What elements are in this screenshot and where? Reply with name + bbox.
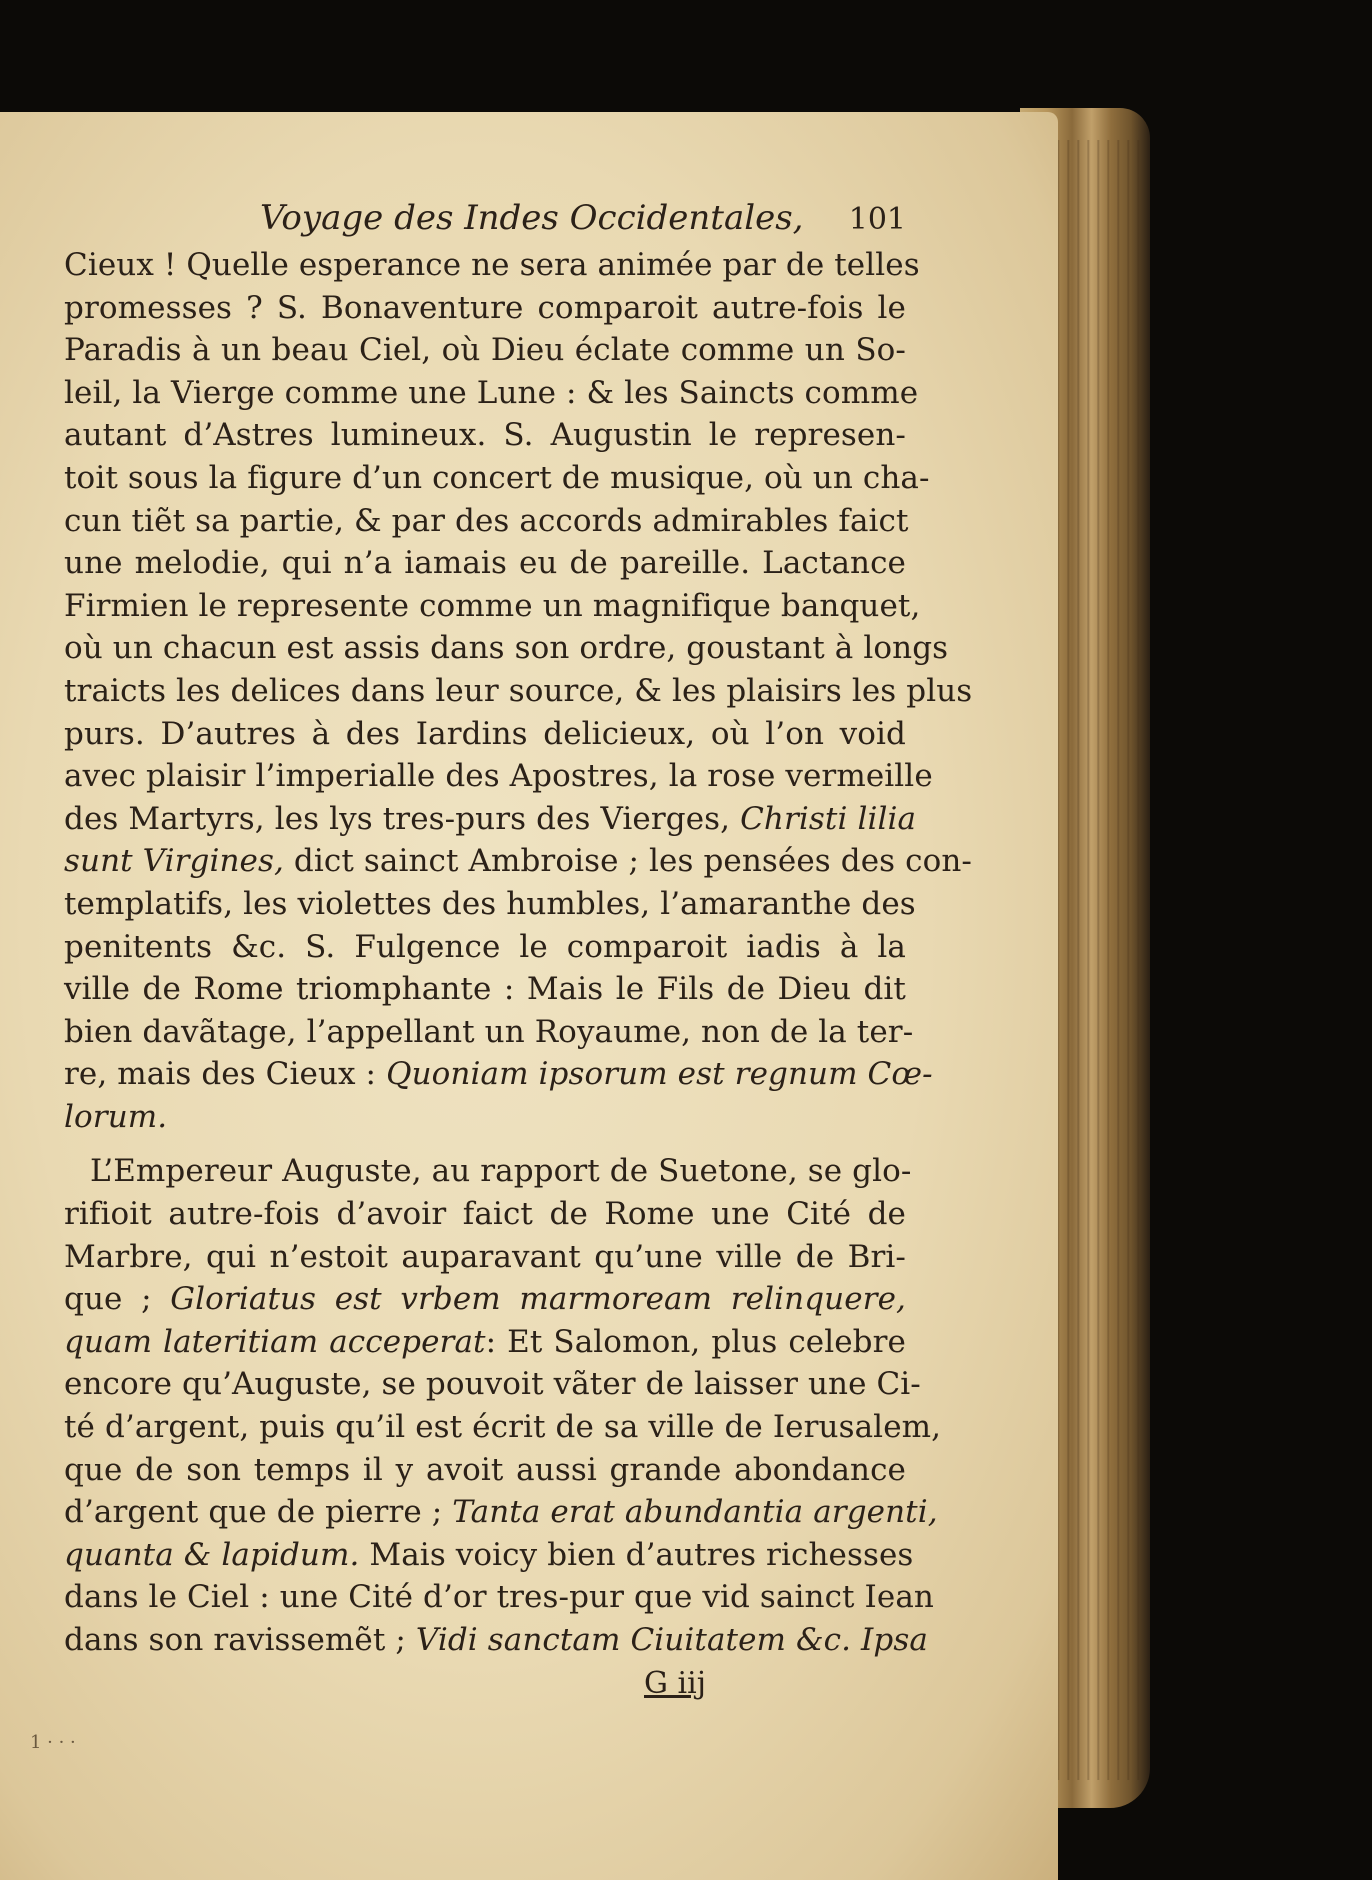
text-run: Mais voicy bien d’autres richesses — [359, 1536, 914, 1573]
latin-quote: Vidi sanctam Ciuitatem &c. Ipsa — [415, 1622, 928, 1658]
paragraph-2 — [64, 1150, 942, 1661]
latin-quote: quanta & lapidum. — [64, 1536, 360, 1573]
latin-quote: Quoniam ipsorum est regnum Cœ- — [386, 1056, 933, 1093]
text-line — [64, 840, 972, 883]
text-line: que de son temps il y avoit aussi grande abondance — [64, 1451, 906, 1488]
text-line: rifioit autre-fois d’avoir faict de Rome une Cité de — [64, 1196, 906, 1233]
text-line: une melodie, qui n’a iamais eu de pareille. Lactance — [64, 545, 906, 582]
paragraph-gap — [64, 1138, 906, 1150]
text-line — [64, 798, 917, 841]
latin-quote: Tanta erat abundantia argenti, — [452, 1494, 938, 1531]
text-line: cun tiẽt sa partie, & par des accords admirables faict — [64, 502, 909, 539]
text-line: bien davãtage, l’appellant un Royaume, non de la ter- — [64, 1013, 914, 1050]
latin-quote: sunt Virgines, — [64, 843, 284, 880]
text-line — [64, 1619, 928, 1662]
text-line: promesses ? S. Bonaventure comparoit autre-fois le — [64, 289, 906, 326]
latin-quote: Christi lilia — [740, 800, 917, 837]
text-run: re, mais des Cieux : — [64, 1056, 387, 1093]
text-line: L’Empereur Auguste, au rapport de Suetone, se glo- — [90, 1153, 912, 1190]
running-head — [64, 198, 906, 244]
text-line: templatifs, les violettes des humbles, l’amaranthe des — [64, 885, 916, 922]
text-line: ville de Rome triomphante : Mais le Fils de Dieu dit — [64, 971, 906, 1008]
text-line: avec plaisir l’imperialle des Apostres, la rose vermeille — [64, 758, 933, 795]
text-block — [64, 198, 973, 1708]
text-run: d’argent que de pierre ; — [64, 1494, 453, 1531]
signature-text: G iij — [644, 1665, 706, 1701]
text-line: lorum. — [64, 1098, 168, 1135]
text-line: Marbre, qui n’estoit auparavant qu’une ville de Bri- — [64, 1238, 906, 1275]
text-line: traicts les delices dans leur source, & les plaisirs les plus — [64, 672, 973, 709]
text-line: purs. D’autres à des Iardins delicieux, où l’on void — [64, 715, 906, 752]
text-line: dans le Ciel : une Cité d’or tres-pur que vid sainct Iean — [64, 1579, 934, 1616]
text-line: Cieux ! Quelle esperance ne sera animée par de telles — [64, 247, 920, 283]
text-line — [64, 1491, 938, 1534]
text-line: té d’argent, puis qu’il est écrit de sa ville de Ierusalem, — [64, 1409, 942, 1446]
text-run: des Martyrs, les lys tres-purs des Vierges, — [64, 800, 741, 837]
running-head-title: Voyage des Indes Occidentales, — [260, 198, 804, 238]
paragraph-1 — [64, 244, 973, 1138]
text-line: leil, la Vierge comme une Lune : & les Saincts comme — [64, 374, 919, 411]
text-run: dans son ravissemẽt ; — [64, 1622, 416, 1658]
page-number: 101 — [848, 202, 906, 237]
text-line — [64, 1278, 906, 1321]
text-line: toit sous la figure d’un concert de musique, où un cha- — [64, 459, 930, 496]
text-line — [64, 1534, 914, 1577]
text-line: autant d’Astres lumineux. S. Augustin le represen- — [64, 417, 906, 454]
margin-specks: 1 · · · — [30, 1732, 76, 1753]
text-line: où un chacun est assis dans son ordre, goustant à longs — [64, 630, 949, 667]
text-run: que ; — [64, 1281, 171, 1318]
text-run: : Et Salomon, plus celebre — [485, 1323, 906, 1360]
latin-quote: Gloriatus est vrbem marmoream relinquere, — [170, 1281, 906, 1318]
latin-quote: quam lateritiam acceperat — [64, 1323, 486, 1360]
text-line — [64, 1053, 933, 1096]
text-line: encore qu’Auguste, se pouvoit vãter de laisser une Ci- — [64, 1366, 921, 1403]
text-line — [64, 1321, 906, 1364]
text-run: dict sainct Ambroise ; les pensées des con- — [283, 843, 972, 880]
text-line: Firmien le represente comme un magnifique banquet, — [64, 587, 921, 624]
signature-mark — [64, 1662, 906, 1708]
text-line: penitents &c. S. Fulgence le comparoit iadis à la — [64, 928, 906, 965]
text-line: Paradis à un beau Ciel, où Dieu éclate comme un So- — [64, 332, 906, 369]
